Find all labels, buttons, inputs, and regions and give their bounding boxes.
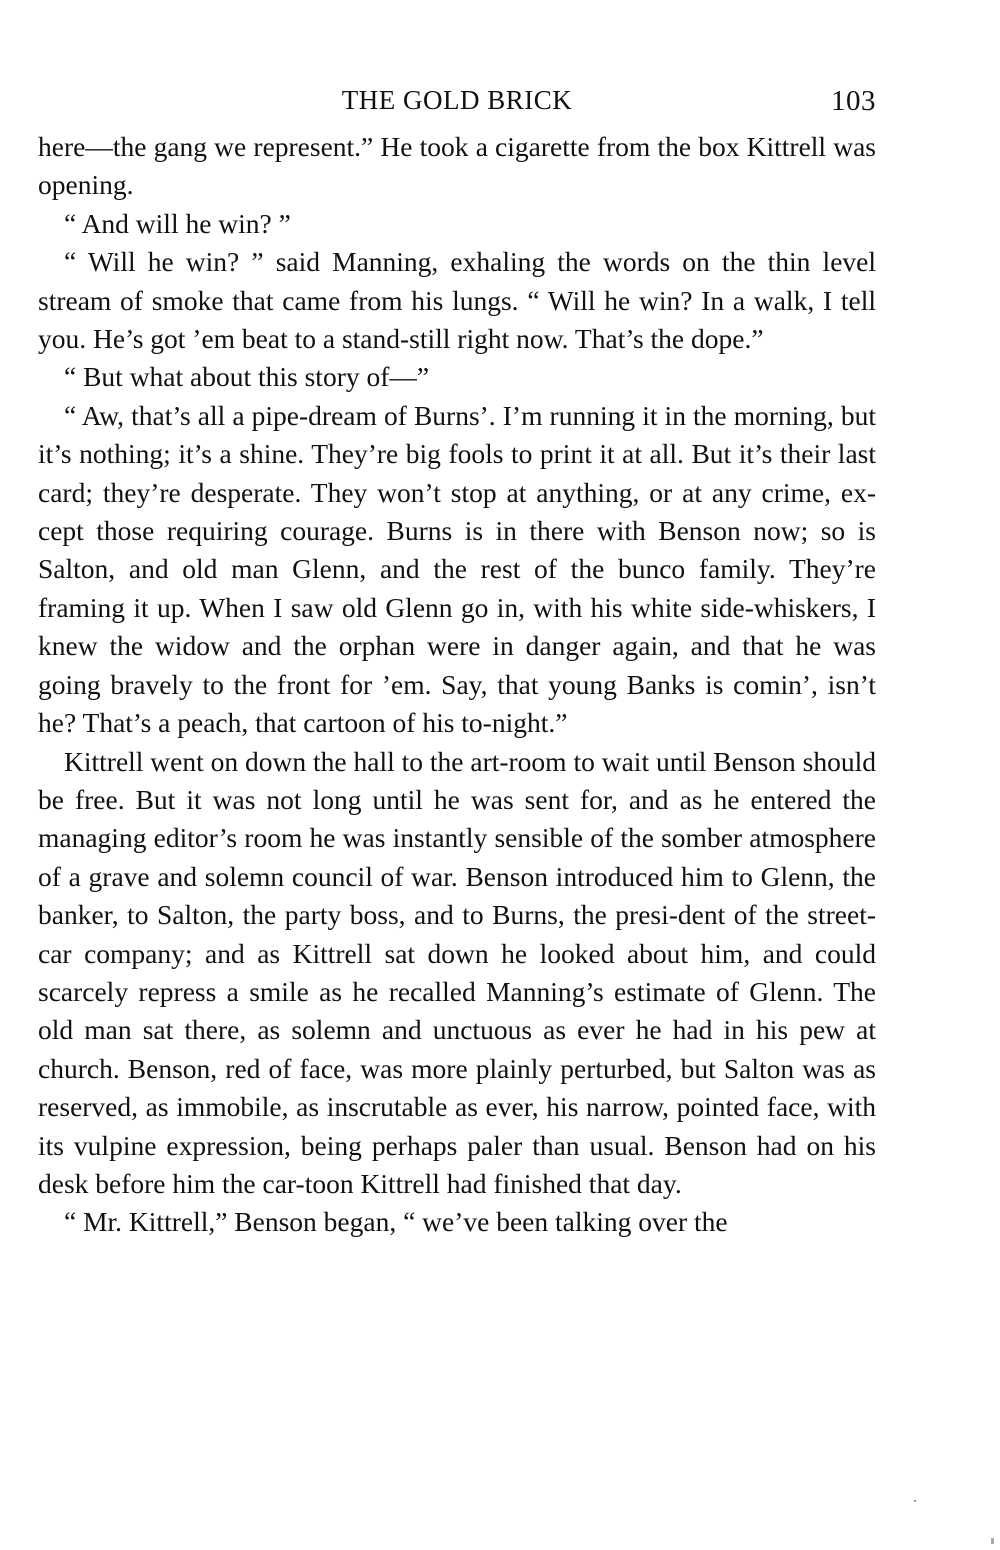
paragraph: “ Aw, that’s all a pipe-dream of Burns’. I’m running it in the morning, but it’s nothing; it’s a shine. They’re big fools to print it at all. But it’s their last card; they’re desperate. They won’t stop at anything, or at any crime, ex-cept those requiring courage. Burns is in there with Benson now; so is Salton, and old man Glenn, and the rest of the bunco family. They’re framing it up. When I saw old Glenn go in, with his white side-whiskers, I knew the widow and the orphan were in danger again, and that he was going bravely to the front for ’em. Say, that young Banks is comin’, isn’t he? That’s a peach, that cartoon of his to-night.” [38, 399, 876, 739]
book-page [38, 80, 876, 1242]
body-text [38, 128, 876, 1242]
page-number: 103 [831, 85, 876, 117]
paragraph-continuation: here—the gang we represent.” He took a cigarette from the box Kittrell was opening. [38, 131, 876, 201]
running-head [38, 80, 876, 128]
paragraph: “ But what about this story of—” [64, 361, 430, 393]
paragraph: “ Mr. Kittrell,” Benson began, “ we’ve been talking over the [64, 1206, 728, 1238]
paragraph: “ Will he win? ” said Manning, exhaling the words on the thin level stream of smoke that came from his lungs. “ Will he win? In a walk, I tell you. He’s got ’em beat to a stand-still right now. That’s the dope.” [38, 246, 876, 355]
paragraph: Kittrell went on down the hall to the art-room to wait until Benson should be free. But it was not long until he was sent for, and as he entered the managing editor’s room he was instantly sensible of the somber atmosphere of a grave and solemn council of war. Benson introduced him to Glenn, the banker, to Salton, the party boss, and to Burns, the presi-dent of the street-car company; and as Kittrell sat down he looked about him, and could scarcely repress a smile as he recalled Manning’s estimate of Glenn. The old man sat there, as solemn and unctuous as ever he had in his pew at church. Benson, red of face, was more plainly perturbed, but Salton was as reserved, as immobile, as inscrutable as ever, his narrow, pointed face, with its vulpine expression, being perhaps paler than usual. Benson had on his desk before him the car-toon Kittrell had finished that day. [38, 745, 876, 1199]
scan-speck [991, 1538, 994, 1544]
scan-speck [914, 1500, 916, 1502]
paragraph: “ And will he win? ” [64, 207, 291, 239]
running-title: THE GOLD BRICK [341, 85, 573, 115]
